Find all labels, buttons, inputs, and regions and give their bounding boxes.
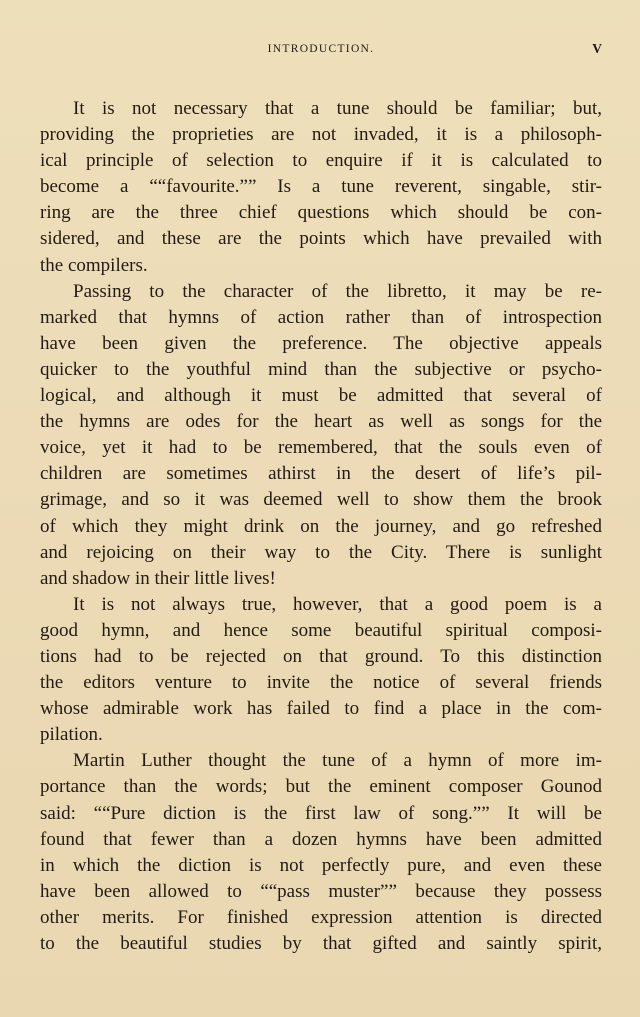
- paragraph-1: [40, 96, 602, 279]
- paragraph-line: good hymn, and hence some beautiful spiritual composi-: [40, 619, 602, 641]
- paragraph-line: quicker to the youthful mind than the subjective or psycho-: [40, 358, 602, 380]
- paragraph-line: the compilers.: [40, 254, 148, 276]
- paragraph-line: voice, yet it had to be remembered, that the souls even of: [40, 437, 602, 459]
- paragraph-line: It is not necessary that a tune should be familiar; but,: [73, 98, 602, 119]
- paragraph-line: in which the diction is not perfectly pure, and even these: [40, 854, 602, 876]
- paragraph-line: the hymns are odes for the heart as well as songs for the: [40, 411, 602, 433]
- paragraph-line: and shadow in their little lives!: [40, 567, 276, 589]
- page-number: V: [592, 41, 602, 56]
- paragraph-line: found that fewer than a dozen hymns have been admitted: [40, 828, 602, 850]
- running-title: INTRODUCTION.: [267, 43, 375, 55]
- paragraph-line: whose admirable work has failed to find a place in the com-: [40, 698, 602, 720]
- paragraph-2: [40, 279, 602, 592]
- paragraph-line: to the beautiful studies by that gifted and saintly spirit,: [40, 933, 602, 954]
- paragraph-line: have been allowed to ““pass muster”” because they possess: [40, 880, 602, 902]
- paragraph-line: other merits. For finished expression attention is directed: [40, 906, 602, 928]
- paragraph-line: Martin Luther thought the tune of a hymn of more im-: [73, 750, 602, 772]
- paragraph-line: It is not always true, however, that a good poem is a: [73, 593, 602, 615]
- paragraph-line: portance than the words; but the eminent composer Gounod: [40, 776, 602, 798]
- paragraph-line: Passing to the character of the libretto, it may be re-: [73, 280, 602, 302]
- paragraph-line: providing the proprieties are not invaded, it is a philosoph-: [40, 124, 602, 146]
- paragraph-line: pilation.: [40, 724, 103, 746]
- paragraph-4: [40, 748, 602, 957]
- paragraph-3: [40, 592, 602, 749]
- paragraph-line: tions had to be rejected on that ground. To this distinction: [40, 645, 602, 667]
- paragraph-line: become a ““favourite.”” Is a tune reverent, singable, stir-: [40, 176, 602, 198]
- paragraph-line: sidered, and these are the points which have prevailed with: [40, 228, 602, 250]
- paragraph-line: have been given the preference. The objective appeals: [40, 332, 602, 354]
- paragraph-line: ring are the three chief questions which should be con-: [40, 202, 602, 224]
- paragraph-line: the editors venture to invite the notice of several friends: [40, 672, 602, 694]
- paragraph-line: of which they might drink on the journey, and go refreshed: [40, 515, 602, 537]
- paragraph-line: ical principle of selection to enquire if it is calculated to: [40, 150, 602, 172]
- paragraph-line: said: ““Pure diction is the first law of song.”” It will be: [40, 802, 602, 824]
- running-head: [40, 39, 602, 59]
- body-text: [40, 96, 602, 957]
- paragraph-line: logical, and although it must be admitted that several of: [40, 385, 602, 407]
- paragraph-line: children are sometimes athirst in the desert of life’s pil-: [40, 463, 602, 485]
- paragraph-line: marked that hymns of action rather than of introspection: [40, 306, 602, 328]
- paragraph-line: grimage, and so it was deemed well to show them the brook: [40, 489, 602, 511]
- paragraph-line: and rejoicing on their way to the City. There is sunlight: [40, 541, 602, 563]
